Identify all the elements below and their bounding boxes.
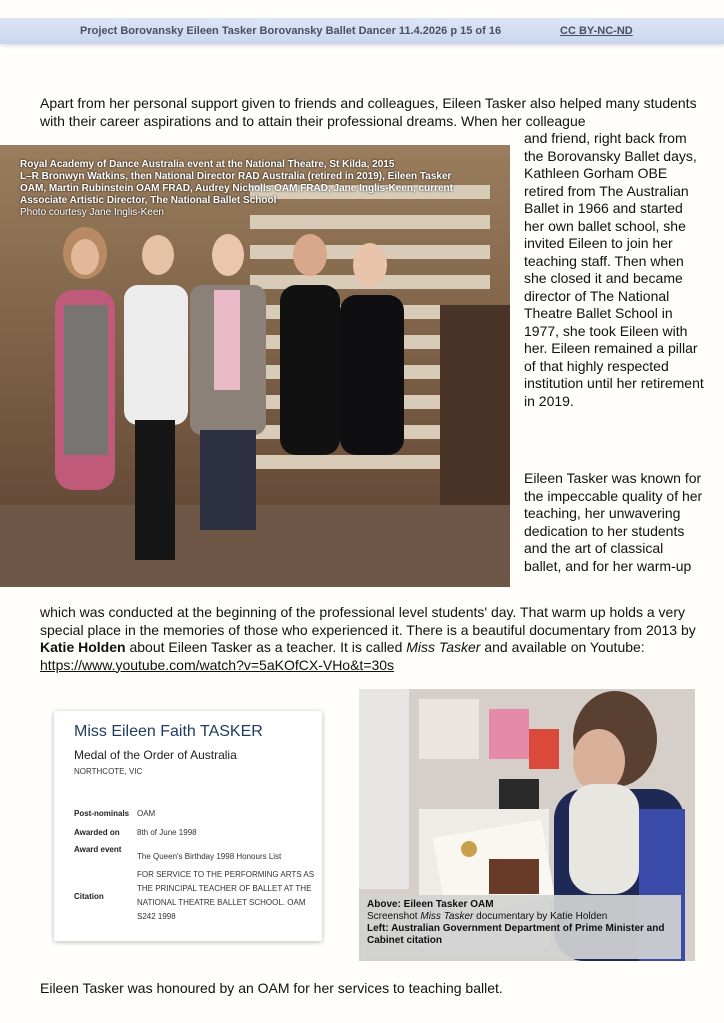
intro-paragraph: Apart from her personal support given to friends and colleagues, Eileen Tasker also helped many students with their career aspirations and to attain their professional dreams. When her colleague [40,95,697,129]
documentary-text-3: and available on Youtube: [480,639,645,655]
oam-citation-card [54,711,322,941]
citation-place: NORTHCOTE, VIC [74,767,143,776]
group-photo [0,145,510,587]
documentary-title: Miss Tasker [406,639,481,655]
caption-screenshot-pre: Screenshot [367,911,421,922]
documentary-paragraph [40,604,704,674]
citation-value-citation: FOR SERVICE TO THE PERFORMING ARTS AS THE PRINCIPAL TEACHER OF BALLET AT THE NATIONAL THEATRE BALLET SCHOOL. OAM S242 1998 [137,870,315,921]
header-title: Project Borovansky Eileen Tasker Borovansky Ballet Dancer 11.4.2026 p 15 of 16 [80,25,502,37]
citation-value-awarded: 8th of June 1998 [137,828,197,837]
page-header [0,18,724,44]
documentary-author: Katie Holden [40,639,126,655]
caption-above: Above: Eileen Tasker OAM [367,899,494,910]
license-link[interactable]: CC BY-NC-ND [560,25,633,37]
citation-label-awarded: Awarded on [74,828,120,837]
youtube-link[interactable]: https://www.youtube.com/watch?v=5aKOfCX-VHo&t=30s [40,656,395,673]
photo-caption-names: L–R Bronwyn Watkins, then National Director RAD Australia (retired in 2019), Eileen Tasker OAM, Martin Rubinstein OAM FRAD, Audrey Nicholls OAM FRAD, Jane Inglis-Keen, current Associate Artistic Director, The National Ballet School [20,171,453,206]
teaching-photo-caption [361,895,681,959]
caption-screenshot [367,911,675,923]
group-photo-caption [20,159,460,219]
citation-name: Miss Eileen Faith TASKER [74,723,263,740]
footer-paragraph: Eileen Tasker was honoured by an OAM for her services to teaching ballet. [40,980,503,996]
photo-caption-title: Royal Academy of Dance Australia event at the National Theatre, St Kilda, 2015 [20,159,395,170]
photo-credit: Photo courtesy Jane Inglis-Keen [20,207,164,218]
documentary-text-1: which was conducted at the beginning of the professional level students' day. That warm up holds a very special place in the memories of those who experienced it. There is a beautiful documentary from 2013 by [40,604,696,638]
caption-left: Left: Australian Government Department of Prime Minister and Cabinet citation [367,923,665,946]
side-paragraph-2: Eileen Tasker was known for the impeccable quality of her teaching, her unwavering dedication to her students and the art of classical ballet, and for her warm-up [524,470,703,574]
citation-medal: Medal of the Order of Australia [74,748,237,762]
citation-value-event: The Queen's Birthday 1998 Honours List [137,852,282,861]
caption-film-title: Miss Tasker [420,911,474,922]
citation-label-event: Award event [74,845,122,854]
citation-label-postnominals: Post-nominals [74,809,130,818]
caption-screenshot-post: documentary by Katie Holden [473,911,608,922]
citation-value-postnominals: OAM [137,809,156,818]
documentary-text-2: about Eileen Tasker as a teacher. It is called [125,639,407,655]
citation-label-citation: Citation [74,892,104,901]
side-paragraph-1: and friend, right back from the Borovansky Ballet days, Kathleen Gorham OBE retired from The Australian Ballet in 1966 and started her own ballet school, she invited Eileen to join her teaching staff. Then when she closed it and became director of The National Theatre Ballet School in 1977, she took Eileen with her. Eileen remained a pillar of that highly respected institution until her retirement in 2019. [524,130,704,409]
